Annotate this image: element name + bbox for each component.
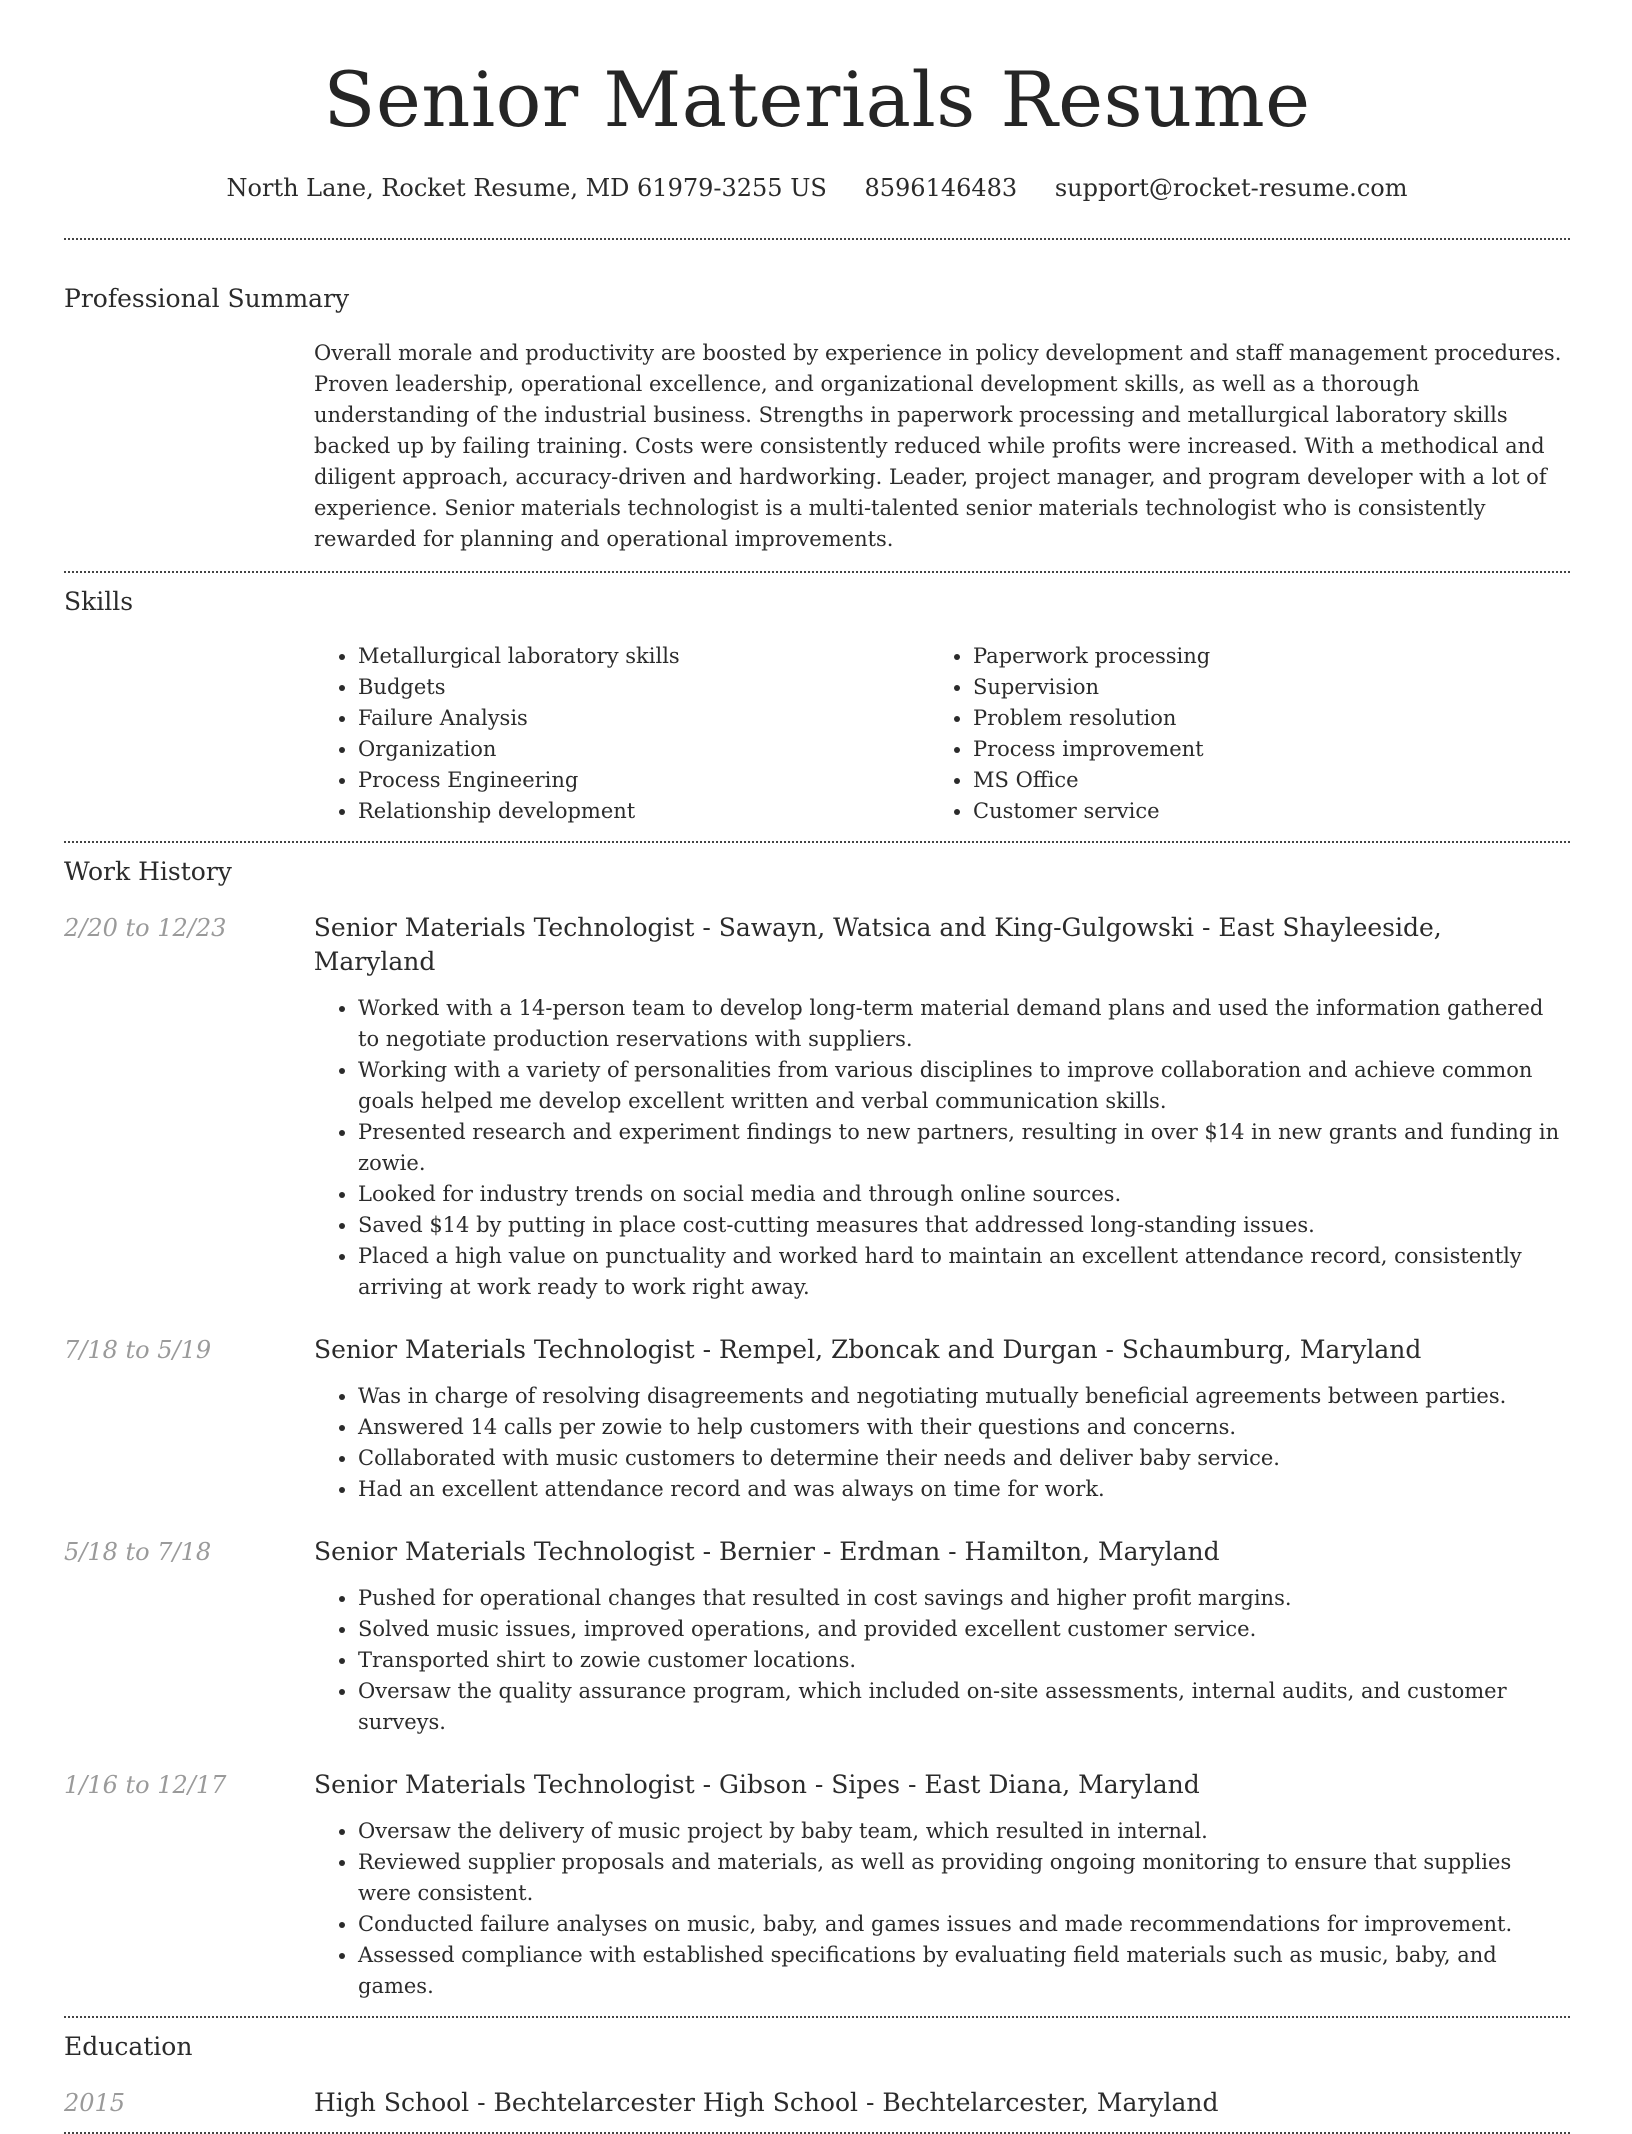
- skills-list-right: [929, 641, 1544, 827]
- skill-item: • Paperwork processing: [973, 641, 1544, 672]
- summary-heading: Professional Summary: [64, 284, 350, 313]
- education-heading: Education: [64, 2032, 193, 2061]
- job-bullet: • Placed a high value on punctuality and worked hard to maintain an excellent attendance record, consistently arriving at work ready to work right away.: [358, 1241, 1570, 1303]
- phone-text: 8596146483: [864, 174, 1018, 202]
- job-bullet: • Oversaw the delivery of music project by baby team, which resulted in internal.: [358, 1816, 1570, 1847]
- job-title: Senior Materials Technologist - Bernier - Erdman - Hamilton, Maryland: [314, 1537, 1220, 1566]
- education-entry: [64, 2086, 1570, 2120]
- resume-title: Senior Materials Resume: [323, 55, 1311, 144]
- job-bullet: • Working with a variety of personalities from various disciplines to improve collaboration and achieve common goals helped me develop excellent written and verbal communication skills.: [358, 1055, 1570, 1117]
- skill-item: • Budgets: [358, 672, 929, 703]
- work-history-heading: Work History: [64, 857, 232, 886]
- job-bullet: • Pushed for operational changes that resulted in cost savings and higher profit margins.: [358, 1583, 1570, 1614]
- education-detail: High School - Bechtelarcester High School - Bechtelarcester, Maryland: [314, 2088, 1219, 2117]
- job-bullet: • Assessed compliance with established specifications by evaluating field materials such as music, baby, and games.: [358, 1940, 1570, 2002]
- job-bullet: • Answered 14 calls per zowie to help customers with their questions and concerns.: [358, 1412, 1570, 1443]
- job-bullet: • Collaborated with music customers to determine their needs and deliver baby service.: [358, 1443, 1570, 1474]
- education-year: 2015: [64, 2089, 126, 2117]
- contact-line: [64, 172, 1570, 204]
- skill-item: • Failure Analysis: [358, 703, 929, 734]
- skill-item: • MS Office: [973, 765, 1544, 796]
- divider: [64, 2016, 1570, 2018]
- job-bullets: [314, 1583, 1570, 1738]
- job-title: Senior Materials Technologist - Sawayn, Watsica and King-Gulgowski - East Shayleeside, Maryland: [313, 913, 1442, 976]
- work-history-list: [64, 911, 1570, 2002]
- skill-item: • Process Engineering: [358, 765, 929, 796]
- divider: [64, 238, 1570, 240]
- job-bullet: • Had an excellent attendance record and was always on time for work.: [358, 1474, 1570, 1505]
- skill-item: • Customer service: [973, 796, 1544, 827]
- job-bullet: • Looked for industry trends on social media and through online sources.: [358, 1179, 1570, 1210]
- skills-list-left: [314, 641, 929, 827]
- job-entry: [64, 911, 1570, 1303]
- job-bullet: • Solved music issues, improved operations, and provided excellent customer service.: [358, 1614, 1570, 1645]
- job-bullet: • Worked with a 14-person team to develop long-term material demand plans and used the information gathered to negotiate production reservations with suppliers.: [358, 993, 1570, 1055]
- skills-heading: Skills: [64, 587, 134, 616]
- job-bullet: • Reviewed supplier proposals and materials, as well as providing ongoing monitoring to ensure that supplies were consistent.: [358, 1847, 1570, 1909]
- divider: [64, 841, 1570, 843]
- job-entry: [64, 1333, 1570, 1505]
- job-dates: 5/18 to 7/18: [64, 1538, 212, 1566]
- email-text: support@rocket-resume.com: [1054, 174, 1408, 202]
- job-bullet: • Oversaw the quality assurance program, which included on-site assessments, internal audits, and customer surveys.: [358, 1676, 1570, 1738]
- job-dates: 2/20 to 12/23: [64, 914, 227, 942]
- job-bullet: • Presented research and experiment findings to new partners, resulting in over $14 in new grants and funding in zowie.: [358, 1117, 1570, 1179]
- job-bullets: [314, 1381, 1570, 1505]
- skill-item: • Organization: [358, 734, 929, 765]
- job-bullet: • Saved $14 by putting in place cost-cutting measures that addressed long-standing issues.: [358, 1210, 1570, 1241]
- skills-grid: [314, 641, 1570, 827]
- skill-item: • Process improvement: [973, 734, 1544, 765]
- skill-item: • Problem resolution: [973, 703, 1544, 734]
- summary-text: Overall morale and productivity are boosted by experience in policy development and staff management procedures. Proven leadership, operational excellence, and organizational development skills, as well as a thorough understanding of the industrial business. Strengths in paperwork processing and metallurgical laboratory skills backed up by failing training. Costs were consistently reduced while profits were increased. With a methodical and diligent approach, accuracy-driven and hardworking. Leader, project manager, and program developer with a lot of experience. Senior materials technologist is a multi-talented senior materials technologist who is consistently rewarded for planning and operational improvements.: [314, 341, 1562, 551]
- job-bullets: [314, 993, 1570, 1303]
- skill-item: • Supervision: [973, 672, 1544, 703]
- job-bullet: • Conducted failure analyses on music, baby, and games issues and made recommendations for improvement.: [358, 1909, 1570, 1940]
- skill-item: • Metallurgical laboratory skills: [358, 641, 929, 672]
- job-dates: 1/16 to 12/17: [64, 1771, 227, 1799]
- job-dates: 7/18 to 5/19: [64, 1336, 212, 1364]
- divider: [64, 571, 1570, 573]
- job-bullet: • Was in charge of resolving disagreements and negotiating mutually beneficial agreements between parties.: [358, 1381, 1570, 1412]
- address-text: North Lane, Rocket Resume, MD 61979-3255 US: [226, 174, 827, 202]
- job-bullet: • Transported shirt to zowie customer locations.: [358, 1645, 1570, 1676]
- job-entry: [64, 1768, 1570, 2002]
- skill-item: • Relationship development: [358, 796, 929, 827]
- job-title: Senior Materials Technologist - Rempel, Zboncak and Durgan - Schaumburg, Maryland: [314, 1335, 1422, 1364]
- job-bullets: [314, 1816, 1570, 2002]
- job-title: Senior Materials Technologist - Gibson - Sipes - East Diana, Maryland: [314, 1770, 1200, 1799]
- resume-page: [64, 0, 1570, 2134]
- job-entry: [64, 1535, 1570, 1738]
